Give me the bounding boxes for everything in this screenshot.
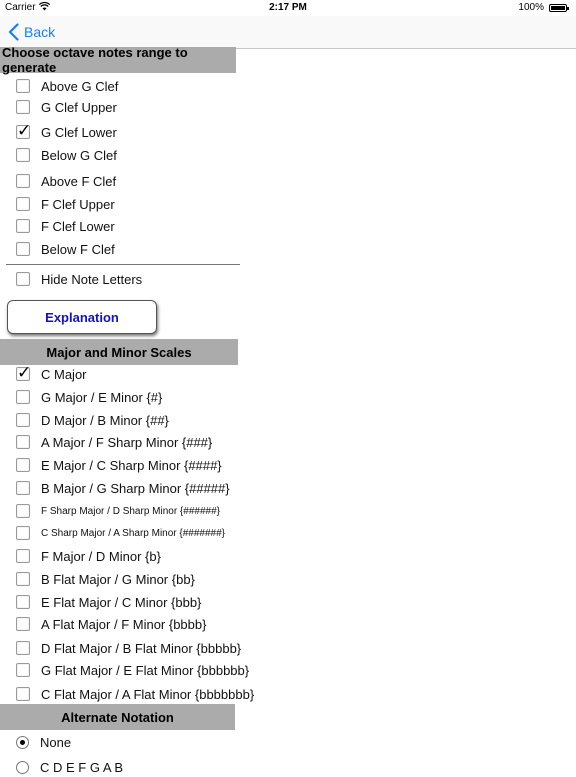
- option-label: Above G Clef: [41, 78, 119, 94]
- option-label: F Clef Upper: [41, 196, 115, 212]
- back-button[interactable]: [8, 22, 55, 42]
- radio-button[interactable]: [16, 736, 29, 749]
- hide-note-letters-option[interactable]: [16, 269, 142, 289]
- scale-option[interactable]: [16, 455, 222, 475]
- notation-section-title: Alternate Notation: [61, 709, 174, 725]
- octave-option[interactable]: [16, 239, 115, 259]
- checkbox[interactable]: [16, 641, 30, 655]
- checkbox[interactable]: [16, 390, 30, 404]
- checkbox[interactable]: [16, 174, 30, 188]
- option-label: G Major / E Minor {#}: [41, 389, 163, 405]
- checkbox[interactable]: [16, 121, 32, 140]
- option-label: F Sharp Major / D Sharp Minor {######}: [41, 505, 220, 517]
- checkbox[interactable]: [16, 595, 30, 609]
- scale-option[interactable]: [16, 523, 225, 543]
- checkbox[interactable]: [16, 687, 30, 701]
- scale-option[interactable]: [16, 660, 249, 680]
- checkbox[interactable]: [16, 435, 30, 449]
- scale-option[interactable]: [16, 592, 201, 612]
- option-label: G Clef Upper: [41, 99, 117, 115]
- scale-option[interactable]: [16, 569, 195, 589]
- checkbox[interactable]: [16, 663, 30, 677]
- battery-percent: 100%: [518, 2, 544, 13]
- option-label: A Major / F Sharp Minor {###}: [41, 434, 213, 450]
- back-label: Back: [24, 24, 56, 40]
- octave-section-title: Choose octave notes range to generate: [2, 45, 188, 75]
- checkbox[interactable]: [16, 100, 30, 114]
- octave-option[interactable]: [16, 76, 118, 96]
- checkbox[interactable]: [16, 481, 30, 495]
- checkbox[interactable]: [16, 458, 30, 472]
- carrier-label: Carrier: [5, 2, 36, 13]
- option-label: Above F Clef: [41, 173, 117, 189]
- scale-option[interactable]: [16, 478, 230, 498]
- checkbox[interactable]: [16, 413, 30, 427]
- option-label: Below G Clef: [41, 147, 117, 163]
- option-label: B Flat Major / G Minor {bb}: [41, 571, 195, 587]
- checkbox[interactable]: [16, 572, 30, 586]
- checkbox[interactable]: [16, 79, 30, 93]
- option-label: C Flat Major / A Flat Minor {bbbbbbb}: [41, 686, 255, 702]
- checkbox[interactable]: [16, 219, 30, 233]
- option-label: E Major / C Sharp Minor {####}: [41, 457, 222, 473]
- octave-option[interactable]: [16, 194, 115, 214]
- checkbox[interactable]: [16, 148, 30, 162]
- option-label: B Major / G Sharp Minor {#####}: [41, 480, 230, 496]
- checkbox[interactable]: [16, 549, 30, 563]
- scale-option[interactable]: [16, 432, 212, 452]
- octave-section-header: [0, 47, 236, 73]
- chevron-left-icon: [8, 23, 19, 41]
- notation-option[interactable]: [16, 732, 71, 752]
- checkbox[interactable]: [16, 272, 30, 286]
- checkmark-icon: ✓: [17, 363, 32, 382]
- octave-option[interactable]: [16, 171, 116, 191]
- octave-option[interactable]: [16, 216, 115, 236]
- scale-option[interactable]: [16, 638, 241, 658]
- option-label: G Clef Lower: [41, 124, 117, 140]
- checkmark-icon: ✓: [17, 121, 32, 140]
- option-label: C Major: [41, 366, 87, 382]
- clock: 2:17 PM: [269, 2, 307, 13]
- checkbox[interactable]: [16, 363, 32, 382]
- option-label: Hide Note Letters: [41, 271, 143, 287]
- option-label: D Flat Major / B Flat Minor {bbbbb}: [41, 640, 242, 656]
- option-label: F Clef Lower: [41, 218, 115, 234]
- option-label: A Flat Major / F Minor {bbbb}: [41, 616, 207, 632]
- divider: [6, 264, 240, 265]
- checkbox[interactable]: [16, 197, 30, 211]
- checkbox[interactable]: [16, 617, 30, 631]
- scale-option[interactable]: [16, 614, 206, 634]
- option-label: E Flat Major / C Minor {bbb}: [41, 594, 202, 610]
- scale-option[interactable]: [16, 501, 220, 521]
- status-bar: [0, 0, 576, 16]
- octave-option[interactable]: [16, 97, 117, 117]
- octave-option[interactable]: [16, 145, 117, 165]
- checkbox[interactable]: [16, 526, 30, 540]
- scale-option[interactable]: [16, 684, 254, 704]
- battery-icon: [549, 4, 567, 12]
- explanation-button[interactable]: Explanation: [7, 300, 157, 334]
- octave-option[interactable]: [16, 122, 117, 142]
- scales-section-title: Major and Minor Scales: [46, 344, 192, 360]
- checkbox[interactable]: [16, 504, 30, 518]
- scales-section-header: [0, 339, 238, 365]
- scale-option[interactable]: [16, 364, 87, 384]
- option-label: G Flat Major / E Flat Minor {bbbbbb}: [41, 662, 250, 678]
- radio-button[interactable]: [16, 761, 29, 774]
- option-label: None: [40, 734, 72, 750]
- option-label: F Major / D Minor {b}: [41, 548, 161, 564]
- option-label: Below F Clef: [41, 241, 115, 257]
- checkbox[interactable]: [16, 242, 30, 256]
- scale-option[interactable]: [16, 546, 161, 566]
- scale-option[interactable]: [16, 387, 162, 407]
- notation-section-header: [0, 704, 235, 730]
- option-label: C D E F G A B: [40, 759, 124, 775]
- notation-option[interactable]: [16, 757, 123, 777]
- option-label: C Sharp Major / A Sharp Minor {#######}: [41, 527, 226, 539]
- option-label: D Major / B Minor {##}: [41, 412, 169, 428]
- scale-option[interactable]: [16, 410, 169, 430]
